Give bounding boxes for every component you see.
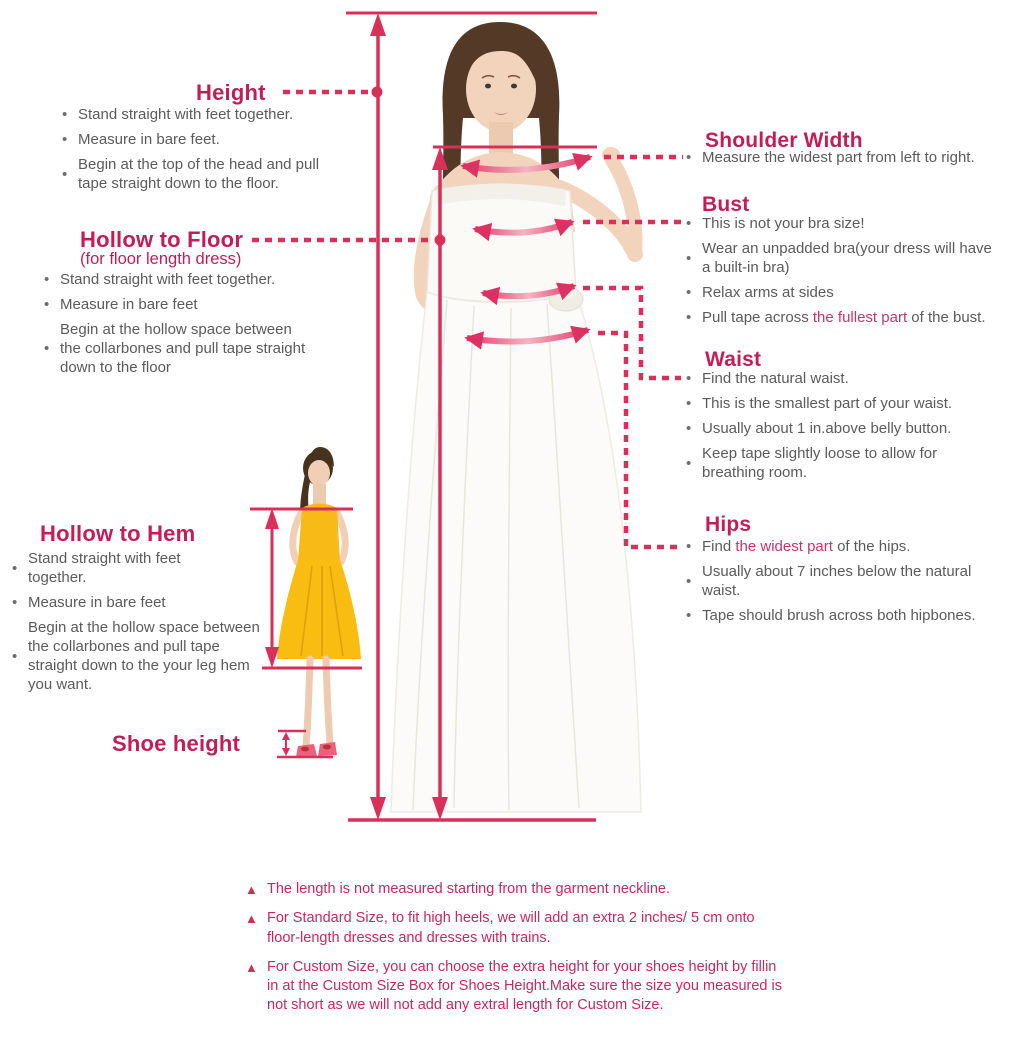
height-bullet-list [62,105,326,199]
list-item: • This is not your bra size! [686,215,865,233]
list-item: • Measure in bare feet. [62,131,220,149]
section-title-height: Height [196,80,266,105]
bullet-icon: • [686,370,692,388]
list-item: • Usually about 7 inches below the natural waist. [686,563,972,600]
list-item: • Begin at the hollow space between the collarbones and pull tape straight down to the floor [44,321,306,377]
hollow-to-hem-bullet-list [12,549,264,700]
bullet-icon: • [44,296,50,314]
bullet-icon: • [44,340,50,358]
bullet-icon: • [62,165,68,183]
shoulder-width-bullet-list [686,148,1008,173]
footnote: ▲ For Standard Size, to fit high heels, we will add an extra 2 inches/ 5 cm onto floor-length dresses and dresses with trains. [245,909,805,948]
list-item: • Stand straight with feet together. [12,550,181,587]
waist-connector [583,288,681,378]
list-item: • Begin at the hollow space between the collarbones and pull tape straight down to the your leg hem you want. [12,619,260,694]
list-item: • Keep tape slightly loose to allow for breathing room. [686,445,938,482]
list-item: • Relax arms at sides [686,284,834,302]
section-title-bust: Bust [702,193,750,216]
bullet-icon: • [686,538,692,556]
bullet-icon: • [686,309,692,327]
bullet-icon: • [686,149,692,167]
bullet-icon: • [686,215,692,233]
list-item: • Stand straight with feet together. [62,106,294,124]
section-title-shoulder-width: Shoulder Width [705,129,863,152]
model-small-figure [277,447,361,757]
section-title-shoe-height: Shoe height [112,731,241,756]
bullet-icon: • [44,271,50,289]
list-item: • Pull tape across the fullest part of the bust. [686,309,986,327]
list-item: • Stand straight with feet together. [44,271,276,289]
bullet-icon: • [12,647,18,665]
list-item: • Find the natural waist. [686,370,849,388]
bullet-icon: • [686,249,692,267]
bullet-icon: • [686,284,692,302]
list-item: • This is the smallest part of your waist. [686,395,953,413]
bullet-icon: • [686,607,692,625]
bullet-icon: • [686,395,692,413]
bullet-icon: • [686,454,692,472]
list-item: • Measure the widest part from left to right. [686,149,975,167]
triangle-icon: ▲ [245,882,258,897]
bullet-icon: • [12,559,18,577]
list-item: • Tape should brush across both hipbones. [686,607,976,625]
list-item: • Find the widest part of the hips. [686,538,911,556]
list-item: • Begin at the top of the head and pull tape straight down to the floor. [62,156,320,193]
hips-bullet-list [686,537,1008,631]
highlighted-text: the fullest part [812,309,908,327]
white-dress [391,184,641,813]
footnote: ▲ The length is not measured starting from the garment neckline. [245,880,805,899]
yellow-dress [277,504,361,660]
section-subtitle-hollow-to-floor: (for floor length dress) [80,250,242,268]
waist-bullet-list [686,369,1008,488]
bullet-icon: • [62,106,68,124]
bust-bullet-list [686,214,1008,333]
section-title-hips: Hips [705,513,752,536]
section-title-hollow-to-floor: Hollow to Floor [80,227,244,252]
hollow-to-floor-bullet-list [44,270,320,383]
bullet-icon: • [62,131,68,149]
footnotes [245,880,805,1026]
bullet-icon: • [686,420,692,438]
section-title-waist: Waist [705,348,762,371]
bullet-icon: • [686,572,692,590]
list-item: • Wear an unpadded bra(your dress will have a built-in bra) [686,240,992,277]
model-main-figure [391,22,641,812]
list-item: • Measure in bare feet [44,296,198,314]
bullet-icon: • [12,594,18,612]
footnote: ▲ For Custom Size, you can choose the extra height for your shoes height by fillin in at the Custom Size Box for Shoes Height.Make sure the size you measured is not short as we will not add any extral length for Custom Size. [245,958,805,1016]
section-title-hollow-to-hem: Hollow to Hem [40,521,196,546]
highlighted-text: the widest part [735,538,833,555]
triangle-icon: ▲ [245,959,258,975]
list-item: • Measure in bare feet [12,594,166,612]
list-item: • Usually about 1 in.above belly button. [686,420,952,438]
triangle-icon: ▲ [245,911,258,927]
pink-heels [296,742,337,757]
